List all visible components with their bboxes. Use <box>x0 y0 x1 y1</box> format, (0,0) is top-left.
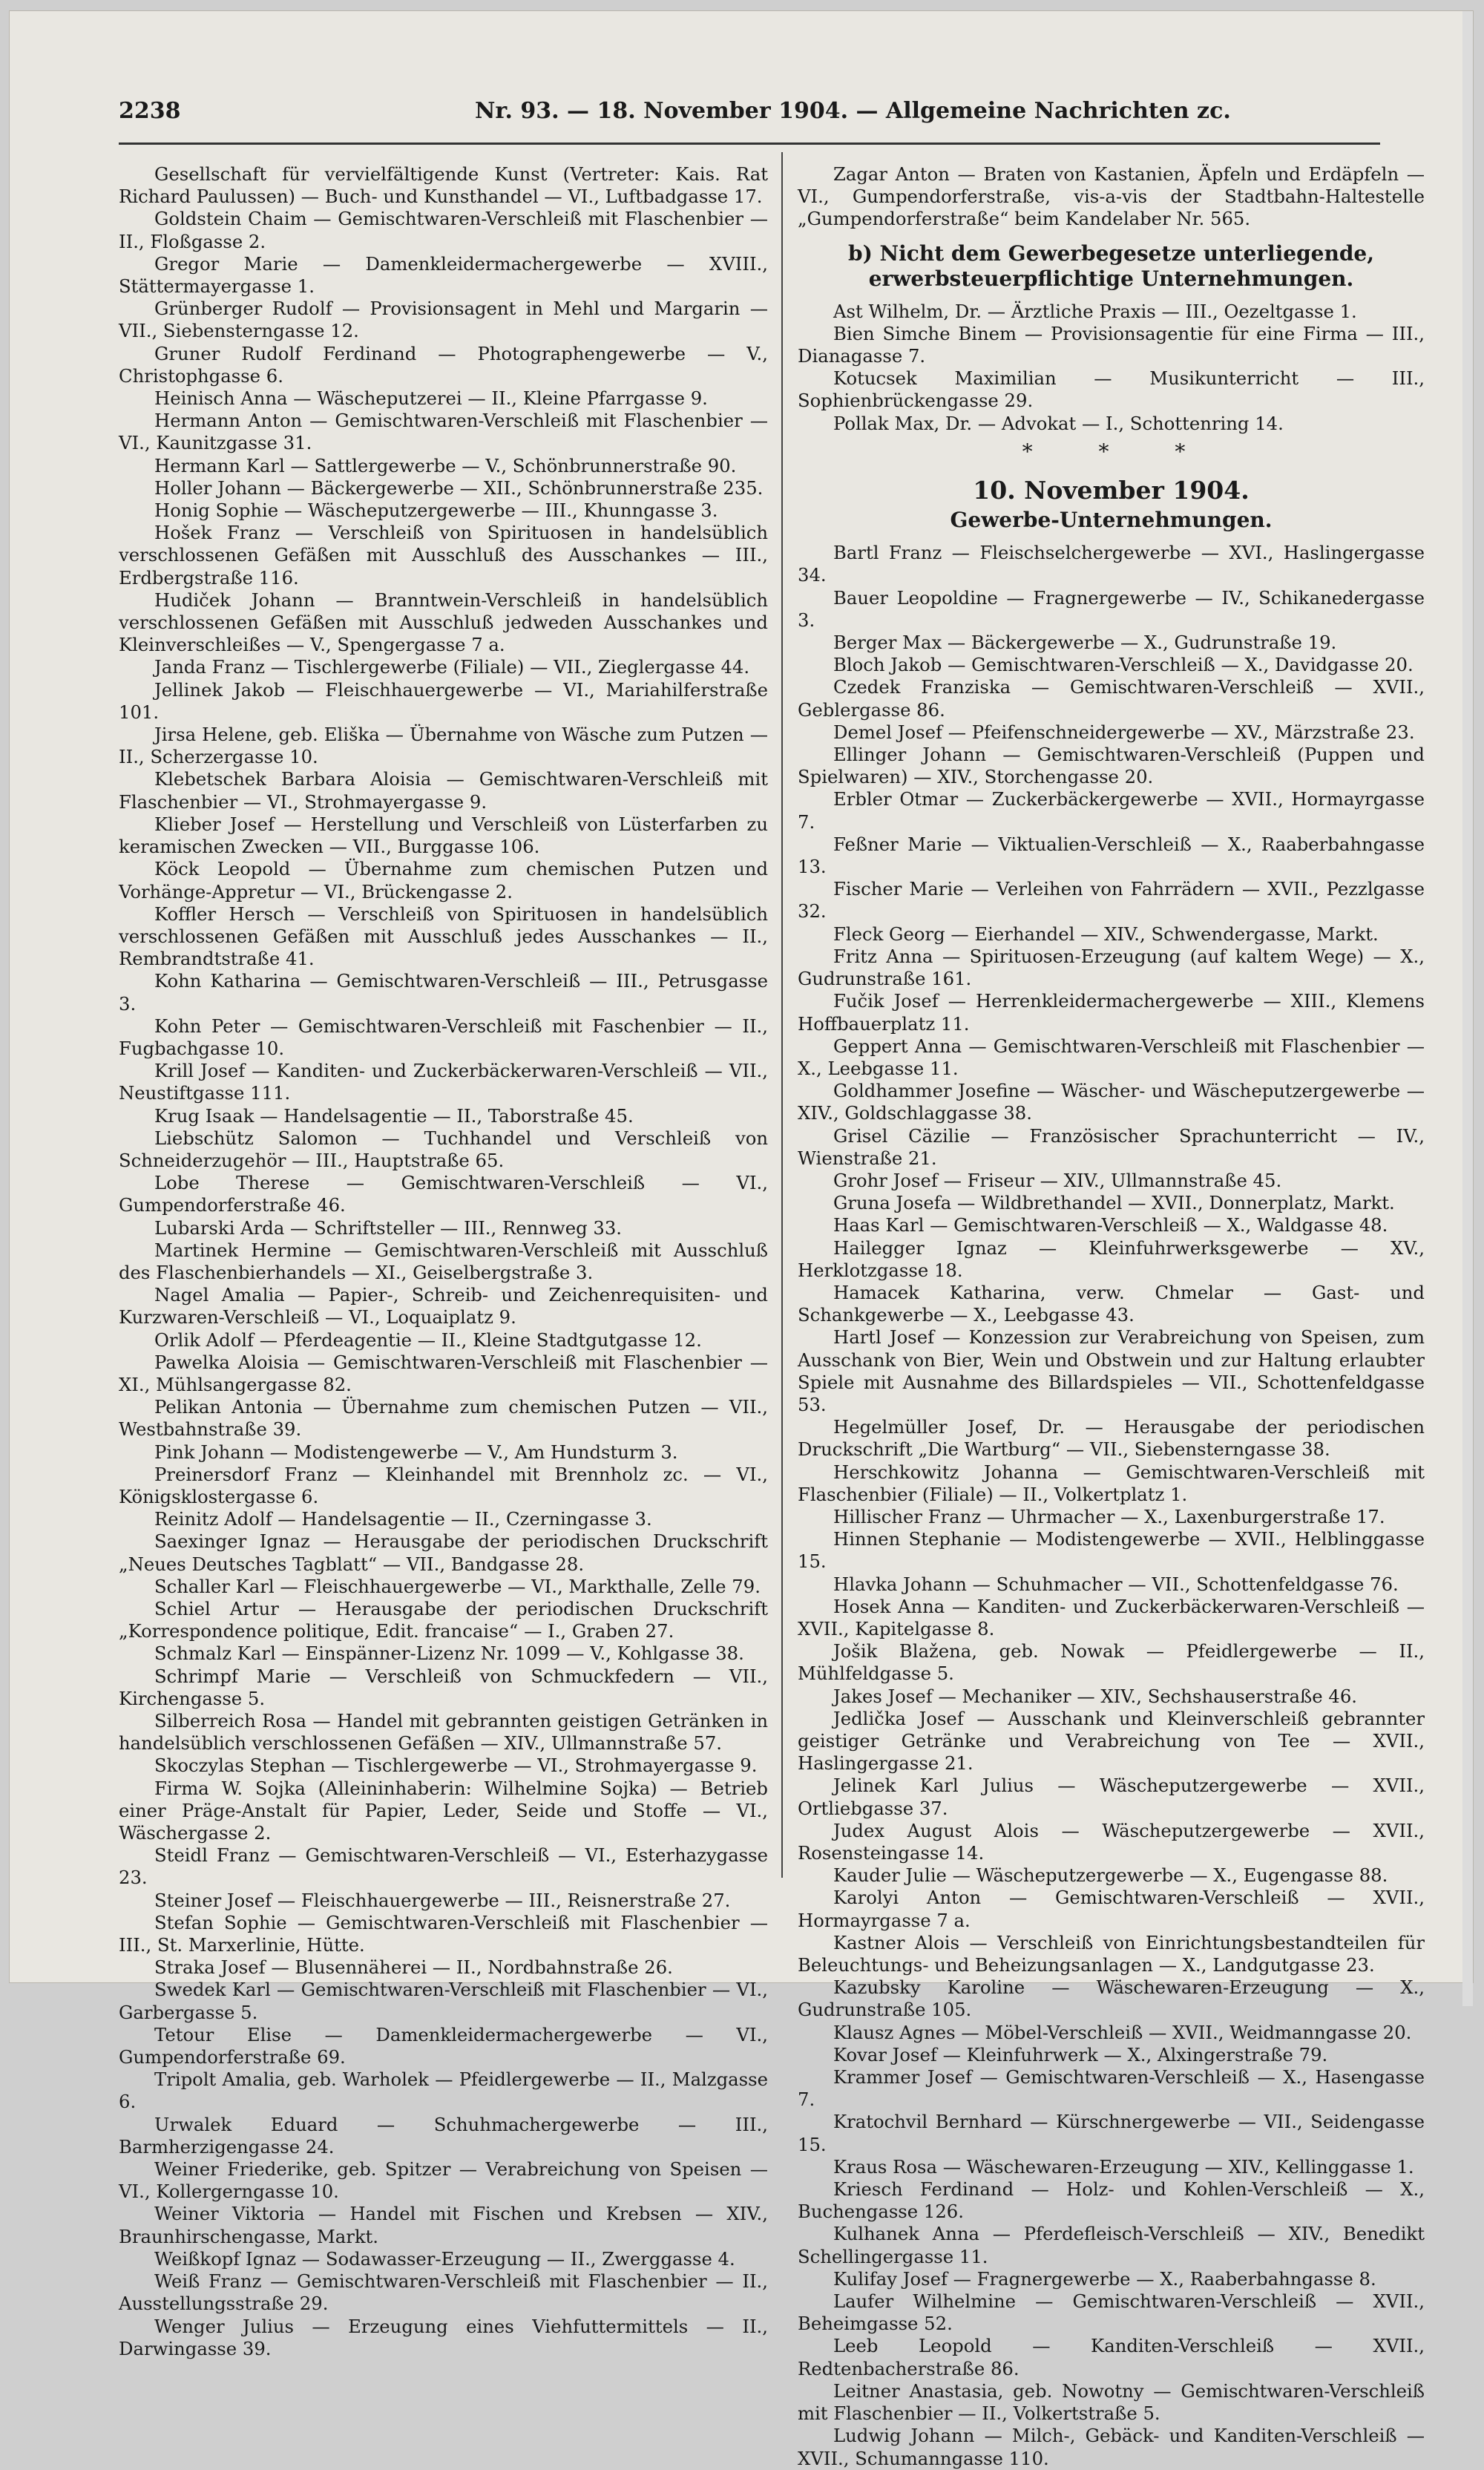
list-item: Heinisch Anna — Wäscheputzerei — II., Kleine Pfarrgasse 9. <box>154 387 708 410</box>
stars-separator: * * * <box>1022 439 1215 464</box>
list-item: Karolyi Anton — Gemischtwaren-Verschleiß — XVII., Hormayrgasse 7 a. <box>798 1887 1425 1931</box>
list-item: Urwalek Eduard — Schuhmachergewerbe — III., Barmherzigengasse 24. <box>119 2113 768 2158</box>
column-divider <box>781 152 783 1878</box>
header-rule <box>119 142 1380 145</box>
list-item: Lobe Therese — Gemischtwaren-Verschleiß — VI., Gumpendorferstraße 46. <box>119 1172 768 1216</box>
list-item: Reinitz Adolf — Handelsagentie — II., Czerningasse 3. <box>154 1508 652 1530</box>
list-item: Jellinek Jakob — Fleischhauergewerbe — VI., Mariahilferstraße 101. <box>119 678 768 723</box>
list-item: Hailegger Ignaz — Kleinfuhrwerksgewerbe — XV., Herklotzgasse 18. <box>798 1236 1425 1281</box>
list-item: Martinek Hermine — Gemischtwaren-Verschleiß mit Ausschluß des Flaschenbierhandels — XI., Geiselbergstraße 3. <box>119 1239 768 1283</box>
list-item: Köck Leopold — Übernahme zum chemischen Putzen und Vorhänge-Appretur — VI., Brückengasse 2. <box>119 858 768 902</box>
list-item: Kohn Katharina — Gemischtwaren-Verschleiß — III., Petrusgasse 3. <box>119 970 768 1015</box>
header-title: Nr. 93. — 18. November 1904. — Allgemeine Nachrichten zc. <box>475 98 1231 124</box>
right-column <box>798 163 1425 2470</box>
list-item: Ellinger Johann — Gemischtwaren-Verschleiß (Puppen und Spielwaren) — XIV., Storchengasse 20. <box>798 744 1425 788</box>
list-item: Firma W. Sojka (Alleininhaberin: Wilhelmine Sojka) — Betrieb einer Präge-Anstalt für Papier, Leder, Seide und Stoffe — VI., Wäschergasse 2. <box>119 1777 768 1844</box>
list-item: Weiner Viktoria — Handel mit Fischen und Krebsen — XIV., Braunhirschengasse, Markt. <box>119 2203 768 2247</box>
list-item: Bartl Franz — Fleischselchergewerbe — XVI., Haslingergasse 34. <box>798 542 1425 586</box>
list-item: Gruna Josefa — Wildbrethandel — XVII., Donnerplatz, Markt. <box>833 1192 1395 1214</box>
list-item: Czedek Franziska — Gemischtwaren-Verschleiß — XVII., Geblergasse 86. <box>798 676 1425 721</box>
list-item: Jakes Josef — Mechaniker — XIV., Sechshauserstraße 46. <box>833 1685 1358 1707</box>
list-item: Herschkowitz Johanna — Gemischtwaren-Verschleiß mit Flaschenbier (Filiale) — II., Volkertplatz 1. <box>798 1461 1425 1505</box>
list-item: Jirsa Helene, geb. Eliška — Übernahme von Wäsche zum Putzen — II., Scherzergasse 10. <box>119 724 768 768</box>
list-item: Silberreich Rosa — Handel mit gebrannten geistigen Getränken in handelsüblich verschlossenen Gefäßen — XIV., Ullmannstraße 57. <box>119 1710 768 1755</box>
list-item: Hermann Anton — Gemischtwaren-Verschleiß mit Flaschenbier — VI., Kaunitzgasse 31. <box>119 410 768 454</box>
list-item: Hartl Josef — Konzession zur Verabreichung von Speisen, zum Ausschank von Bier, Wein und Obstwein und zur Haltung erlaubter Spiele mit Ausnahme des Billardspieles — VII., Schottenfeldgasse 53. <box>798 1326 1425 1415</box>
subsection-title: Gewerbe-Unternehmungen. <box>950 508 1273 533</box>
section-b-list <box>798 301 1425 435</box>
list-item: Jelinek Karl Julius — Wäscheputzergewerbe — XVII., Ortliebgasse 37. <box>798 1775 1425 1819</box>
list-item: Preinersdorf Franz — Kleinhandel mit Brennholz zc. — VI., Königsklostergasse 6. <box>119 1463 768 1507</box>
list-item: Ast Wilhelm, Dr. — Ärztliche Praxis — III., Oezeltgasse 1. <box>833 300 1357 322</box>
date-heading: 10. November 1904. <box>973 476 1250 505</box>
list-item: Weiner Friederike, geb. Spitzer — Verabreichung von Speisen — VI., Kollergerngasse 10. <box>119 2158 768 2203</box>
list-item: Hamacek Katharina, verw. Chmelar — Gast- und Schankgewerbe — X., Leebgasse 43. <box>798 1281 1425 1326</box>
list-item: Pawelka Aloisia — Gemischtwaren-Verschleiß mit Flaschenbier — XI., Mühlsangergasse 82. <box>119 1351 768 1395</box>
list-item: Weißkopf Ignaz — Sodawasser-Erzeugung — II., Zwerggasse 4. <box>154 2247 735 2270</box>
list-item: Kratochvil Bernhard — Kürschnergewerbe — VII., Seidengasse 15. <box>798 2111 1425 2155</box>
list-item: Erbler Otmar — Zuckerbäckergewerbe — XVII., Hormayrgasse 7. <box>798 788 1425 833</box>
list-item: Hosek Anna — Kanditen- und Zuckerbäckerwaren-Verschleiß — XVII., Kapitelgasse 8. <box>798 1595 1425 1639</box>
list-item: Hlavka Johann — Schuhmacher — VII., Schottenfeldgasse 76. <box>833 1573 1399 1595</box>
list-item: Haas Karl — Gemischtwaren-Verschleiß — X., Waldgasse 48. <box>833 1214 1388 1236</box>
list-item: Lubarski Arda — Schriftsteller — III., Rennweg 33. <box>154 1216 623 1239</box>
list-item: Pollak Max, Dr. — Advokat — I., Schottenring 14. <box>833 412 1284 434</box>
list-item: Kriesch Ferdinand — Holz- und Kohlen-Verschleiß — X., Buchengasse 126. <box>798 2178 1425 2223</box>
list-item: Krill Josef — Kanditen- und Zuckerbäckerwaren-Verschleiß — VII., Neustiftgasse 111. <box>119 1060 768 1104</box>
entry-zagar: Zagar Anton — Braten von Kastanien, Äpfeln und Erdäpfeln — VI., Gumpendorferstraße, vis-a-vis der Stadtbahn-Haltestelle „Gumpendorferstraße“ beim Kandelaber Nr. 565. <box>798 163 1425 230</box>
list-item: Demel Josef — Pfeifenschneidergewerbe — XV., Märzstraße 23. <box>833 721 1415 743</box>
list-item: Bloch Jakob — Gemischtwaren-Verschleiß — X., Davidgasse 20. <box>833 654 1414 676</box>
list-item: Pelikan Antonia — Übernahme zum chemischen Putzen — VII., Westbahnstraße 39. <box>119 1396 768 1441</box>
list-item: Feßner Marie — Viktualien-Verschleiß — X., Raaberbahngasse 13. <box>798 833 1425 878</box>
list-item: Hermann Karl — Sattlergewerbe — V., Schönbrunnerstraße 90. <box>154 454 737 476</box>
list-item: Tetour Elise — Damenkleidermachergewerbe — VI., Gumpendorferstraße 69. <box>119 2023 768 2068</box>
list-item: Kulhanek Anna — Pferdefleisch-Verschleiß — XIV., Benedikt Schellingergasse 11. <box>798 2223 1425 2267</box>
list-item: Fritz Anna — Spirituosen-Erzeugung (auf kaltem Wege) — X., Gudrunstraße 161. <box>798 945 1425 990</box>
list-item: Schiel Artur — Herausgabe der periodischen Druckschrift „Korrespondence politique, Edit. francaise“ — I., Graben 27. <box>119 1598 768 1642</box>
list-item: Kastner Alois — Verschleiß von Einrichtungsbestandteilen für Beleuchtungs- und Beheizungsanlagen — X., Landgutgasse 23. <box>798 1931 1425 1976</box>
list-item: Ludwig Johann — Milch-, Gebäck- und Kanditen-Verschleiß — XVII., Schumanngasse 110. <box>798 2425 1425 2469</box>
list-item: Liebschütz Salomon — Tuchhandel und Verschleiß von Schneiderzugehör — III., Hauptstraße 65. <box>119 1127 768 1171</box>
list-item: Leeb Leopold — Kanditen-Verschleiß — XVII., Redtenbacherstraße 86. <box>798 2335 1425 2379</box>
list-item: Grohr Josef — Friseur — XIV., Ullmannstraße 45. <box>833 1169 1282 1191</box>
list-item: Steidl Franz — Gemischtwaren-Verschleiß — VI., Esterhazygasse 23. <box>119 1844 768 1889</box>
list-item: Klebetschek Barbara Aloisia — Gemischtwaren-Verschleiß mit Flaschenbier — VI., Strohmayergasse 9. <box>119 768 768 813</box>
list-item: Hinnen Stephanie — Modistengewerbe — XVII., Helblinggasse 15. <box>798 1528 1425 1573</box>
list-item: Wenger Julius — Erzeugung eines Viehfuttermittels — II., Darwingasse 39. <box>119 2315 768 2359</box>
list-item: Fučik Josef — Herrenkleidermachergewerbe — XIII., Klemens Hoffbauerplatz 11. <box>798 990 1425 1035</box>
list-item: Jošik Blažena, geb. Nowak — Pfeidlergewerbe — II., Mühlfeldgasse 5. <box>798 1640 1425 1685</box>
list-item: Schmalz Karl — Einspänner-Lizenz Nr. 1099 — V., Kohlgasse 38. <box>154 1642 744 1665</box>
list-item: Kovar Josef — Kleinfuhrwerk — X., Alxingerstraße 79. <box>833 2043 1328 2066</box>
list-item: Swedek Karl — Gemischtwaren-Verschleiß mit Flaschenbier — VI., Garbergasse 5. <box>119 1979 768 2023</box>
list-item: Hegelmüller Josef, Dr. — Herausgabe der periodischen Druckschrift „Die Wartburg“ — VII., Siebensterngasse 38. <box>798 1416 1425 1461</box>
list-item: Skoczylas Stephan — Tischlergewerbe — VI., Strohmayergasse 9. <box>154 1755 758 1777</box>
list-item: Jedlička Josef — Ausschank und Kleinverschleiß gebrannter geistiger Getränke und Verabreichung von Tee — XVII., Haslingergasse 21. <box>798 1707 1425 1775</box>
list-item: Klausz Agnes — Möbel-Verschleiß — XVII., Weidmanngasse 20. <box>833 2021 1412 2043</box>
list-item: Krug Isaak — Handelsagentie — II., Taborstraße 45. <box>154 1104 634 1127</box>
list-item: Kauder Julie — Wäscheputzergewerbe — X., Eugengasse 88. <box>833 1864 1388 1887</box>
list-item: Saexinger Ignaz — Herausgabe der periodischen Druckschrift „Neues Deutsches Tagblatt“ — VII., Bandgasse 28. <box>119 1530 768 1575</box>
list-item: Geppert Anna — Gemischtwaren-Verschleiß mit Flaschenbier — X., Leebgasse 11. <box>798 1035 1425 1079</box>
list-item: Koffler Hersch — Verschleiß von Spirituosen in handelsüblich verschlossenen Gefäßen mit Ausschluß jedes Ausschankes — II., Rembrandtstraße 41. <box>119 902 768 970</box>
page-number: 2238 <box>119 98 181 124</box>
list-item: Schaller Karl — Fleischhauergewerbe — VI., Markthalle, Zelle 79. <box>154 1575 761 1597</box>
list-item: Judex August Alois — Wäscheputzergewerbe — XVII., Rosensteingasse 14. <box>798 1819 1425 1864</box>
list-item: Tripolt Amalia, geb. Warholek — Pfeidlergewerbe — II., Malzgasse 6. <box>119 2068 768 2113</box>
list-item: Bauer Leopoldine — Fragnergewerbe — IV., Schikanedergasse 3. <box>798 586 1425 631</box>
right-entry-list <box>798 542 1425 2469</box>
list-item: Nagel Amalia — Papier-, Schreib- und Zeichenrequisiten- und Kurzwaren-Verschleiß — VI., Loquaiplatz 9. <box>119 1284 768 1329</box>
list-item: Pink Johann — Modistengewerbe — V., Am Hundsturm 3. <box>154 1441 678 1463</box>
list-item: Kohn Peter — Gemischtwaren-Verschleiß mit Faschenbier — II., Fugbachgasse 10. <box>119 1015 768 1059</box>
list-item: Hošek Franz — Verschleiß von Spirituosen in handelsüblich verschlossenen Gefäßen mit Ausschluß des Ausschankes — III., Erdbergstraße 116. <box>119 522 768 589</box>
list-item: Gesellschaft für vervielfältigende Kunst (Vertreter: Kais. Rat Richard Paulussen) — Buch- und Kunsthandel — VI., Luftbadgasse 17. <box>119 163 768 208</box>
list-item: Kraus Rosa — Wäschewaren-Erzeugung — XIV., Kellinggasse 1. <box>833 2155 1414 2178</box>
list-item: Janda Franz — Tischlergewerbe (Filiale) — VII., Zieglergasse 44. <box>154 656 750 678</box>
list-item: Grünberger Rudolf — Provisionsagent in Mehl und Margarin — VII., Siebensterngasse 12. <box>119 298 768 342</box>
list-item: Goldstein Chaim — Gemischtwaren-Verschleiß mit Flaschenbier — II., Floßgasse 2. <box>119 208 768 252</box>
list-item: Kulifay Josef — Fragnergewerbe — X., Raaberbahngasse 8. <box>833 2267 1376 2290</box>
left-column <box>119 163 768 2360</box>
list-item: Bien Simche Binem — Provisionsagentie für eine Firma — III., Dianagasse 7. <box>798 322 1425 367</box>
section-b-title: b) Nicht dem Gewerbegesetze unterliegende, erwerbsteuerpflichtige Unternehmungen. <box>847 240 1374 291</box>
list-item: Fleck Georg — Eierhandel — XIV., Schwendergasse, Markt. <box>833 923 1379 945</box>
list-item: Berger Max — Bäckergewerbe — X., Gudrunstraße 19. <box>833 632 1337 654</box>
list-item: Leitner Anastasia, geb. Nowotny — Gemischtwaren-Verschleiß mit Flaschenbier — II., Volkertstraße 5. <box>798 2379 1425 2425</box>
list-item: Gruner Rudolf Ferdinand — Photographengewerbe — V., Christophgasse 6. <box>119 342 768 387</box>
list-item: Fischer Marie — Verleihen von Fahrrädern — XVII., Pezzlgasse 32. <box>798 878 1425 923</box>
list-item: Krammer Josef — Gemischtwaren-Verschleiß — X., Hasengasse 7. <box>798 2066 1425 2111</box>
list-item: Orlik Adolf — Pferdeagentie — II., Kleine Stadtgutgasse 12. <box>154 1329 702 1351</box>
list-item: Holler Johann — Bäckergewerbe — XII., Schönbrunnerstraße 235. <box>154 476 764 499</box>
page-header <box>119 98 1388 128</box>
list-item: Kazubsky Karoline — Wäschewaren-Erzeugung — X., Gudrunstraße 105. <box>798 1976 1425 2021</box>
list-item: Kotucsek Maximilian — Musikunterricht — III., Sophienbrückengasse 29. <box>798 367 1425 412</box>
list-item: Goldhammer Josefine — Wäscher- und Wäscheputzergewerbe — XIV., Goldschlaggasse 38. <box>798 1080 1425 1124</box>
list-item: Hudiček Johann — Branntwein-Verschleiß in handelsüblich verschlossenen Gefäßen mit Ausschluß jedweden Ausschankes und Kleinverschleißes — V., Spengergasse 7 a. <box>119 589 768 656</box>
list-item: Steiner Josef — Fleischhauergewerbe — III., Reisnerstraße 27. <box>154 1889 731 1911</box>
list-item: Gregor Marie — Damenkleidermachergewerbe — XVIII., Stättermayergasse 1. <box>119 252 768 298</box>
list-item: Hillischer Franz — Uhrmacher — X., Laxenburgerstraße 17. <box>833 1505 1385 1527</box>
list-item: Klieber Josef — Herstellung und Verschleiß von Lüsterfarben zu keramischen Zwecken — VII., Burggasse 106. <box>119 813 768 858</box>
list-item: Straka Josef — Blusennäherei — II., Nordbahnstraße 26. <box>154 1956 673 1979</box>
list-item: Stefan Sophie — Gemischtwaren-Verschleiß mit Flaschenbier — III., St. Marxerlinie, Hütte. <box>119 1911 768 1956</box>
scan-edge <box>1462 11 1473 2006</box>
list-item: Weiß Franz — Gemischtwaren-Verschleiß mit Flaschenbier — II., Ausstellungsstraße 29. <box>119 2270 768 2315</box>
list-item: Laufer Wilhelmine — Gemischtwaren-Verschleiß — XVII., Beheimgasse 52. <box>798 2290 1425 2335</box>
list-item: Honig Sophie — Wäscheputzergewerbe — III., Khunngasse 3. <box>154 499 718 522</box>
list-item: Grisel Cäzilie — Französischer Sprachunterricht — IV., Wienstraße 21. <box>798 1124 1425 1169</box>
list-item: Schrimpf Marie — Verschleiß von Schmuckfedern — VII., Kirchengasse 5. <box>119 1665 768 1709</box>
